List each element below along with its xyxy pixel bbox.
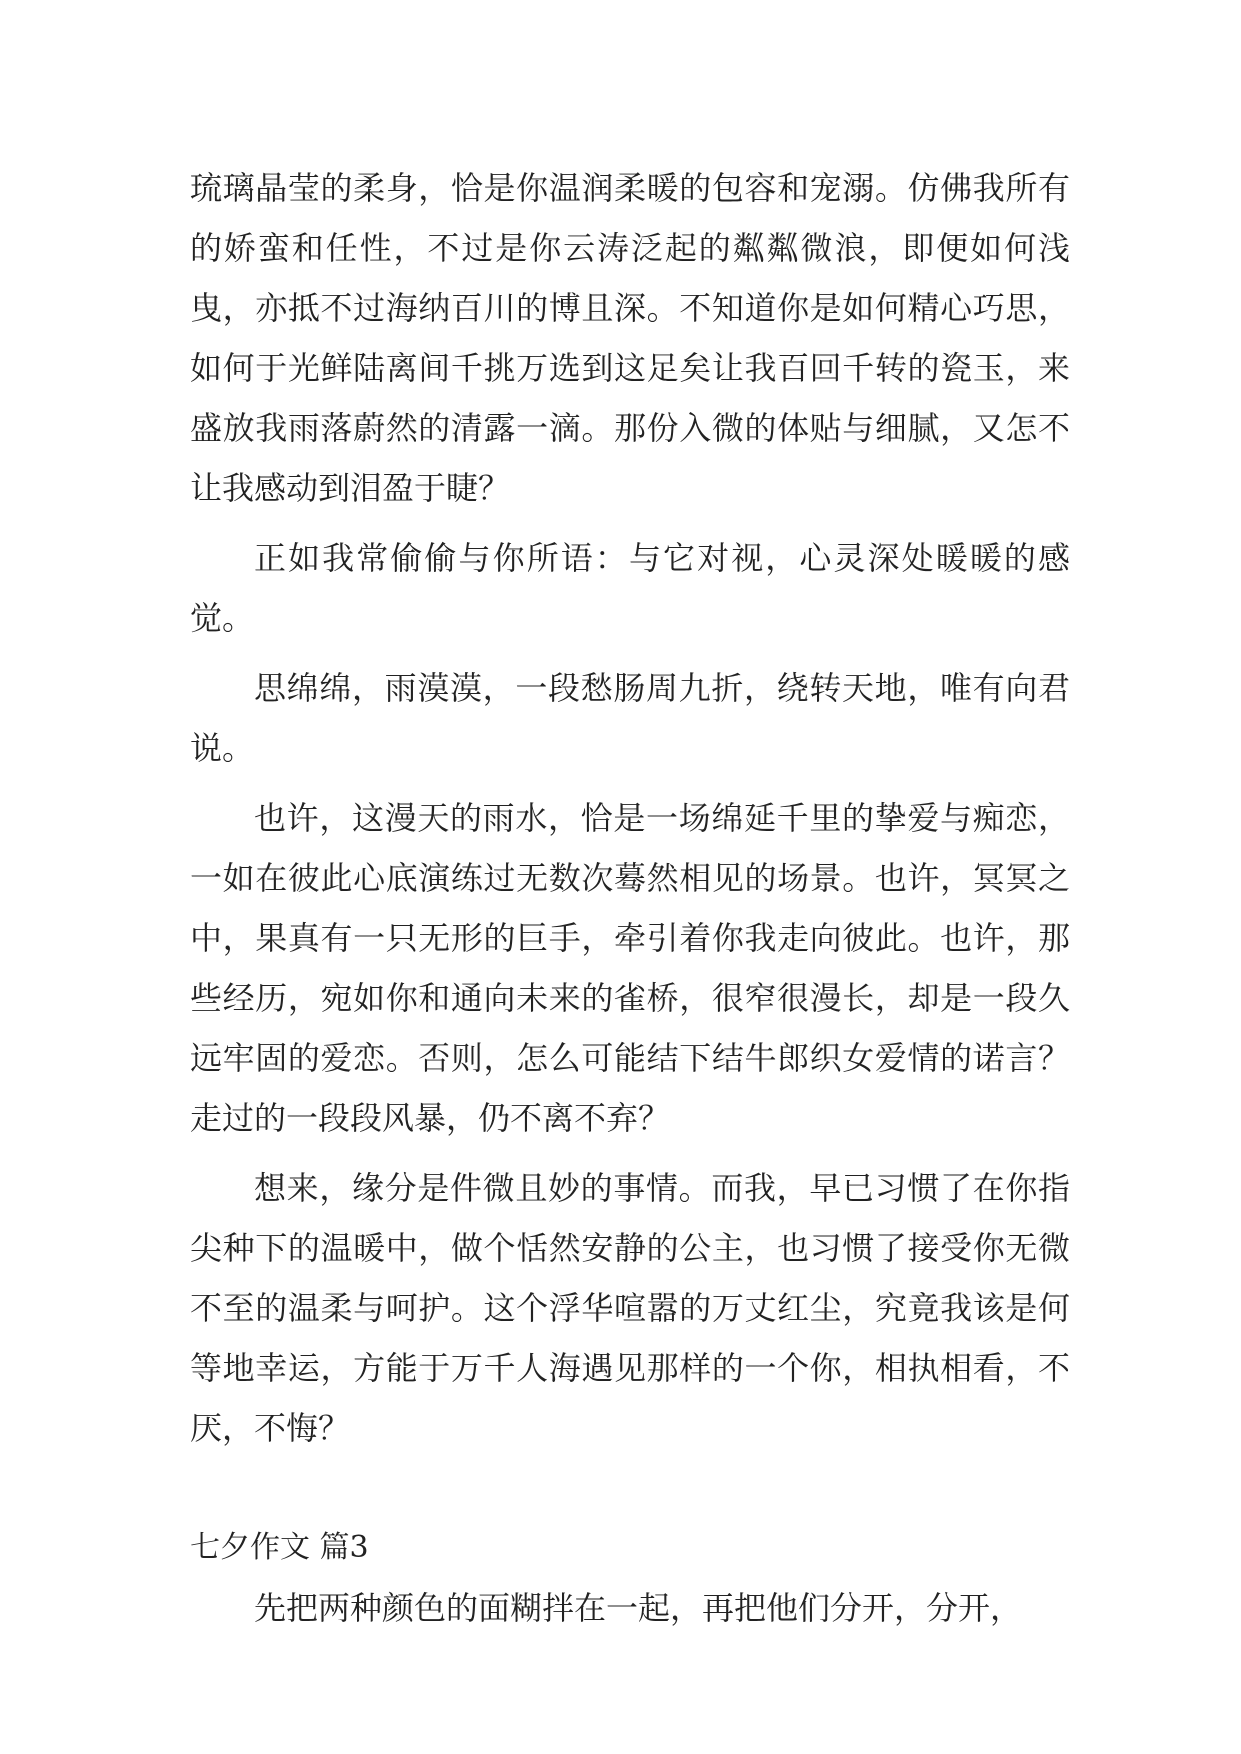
document-body — [190, 158, 1070, 1638]
paragraph-6: 先把两种颜色的面糊拌在一起，再把他们分开，分开， — [254, 1589, 1023, 1627]
paragraph-5: 想来，缘分是件微且妙的事情。而我，早已习惯了在你指尖种下的温暖中，做个恬然安静的公主，也习惯了接受你无微不至的温柔与呵护。这个浮华喧嚣的万丈红尘，究竟我该是何等地幸运，方能于万千人海遇见那样的一个你，相执相看，不厌，不悔？ — [190, 1169, 1070, 1447]
section-heading: 七夕作文 篇3 — [190, 1530, 369, 1565]
paragraph-1: 琉璃晶莹的柔身，恰是你温润柔暖的包容和宠溺。仿佛我所有的娇蛮和任性，不过是你云涛泛起的粼粼微浪，即便如何浅曳，亦抵不过海纳百川的博且深。不知道你是如何精心巧思，如何于光鲜陆离间千挑万选到这足矣让我百回千转的瓷玉，来盛放我雨落蔚然的清露一滴。那份入微的体贴与细腻，又怎不让我感动到泪盈于睫？ — [190, 169, 1070, 507]
paragraph-4: 也许，这漫天的雨水，恰是一场绵延千里的挚爱与痴恋，一如在彼此心底演练过无数次蓦然相见的场景。也许，冥冥之中，果真有一只无形的巨手，牵引着你我走向彼此。也许，那些经历，宛如你和通向未来的雀桥，很窄很漫长，却是一段久远牢固的爱恋。否则，怎么可能结下结牛郎织女爱情的诺言？走过的一段段风暴，仍不离不弃？ — [190, 799, 1070, 1137]
paragraph-2: 正如我常偷偷与你所语：与它对视，心灵深处暖暖的感觉。 — [190, 539, 1070, 637]
paragraph-3: 思绵绵，雨漠漠，一段愁肠周九折，绕转天地，唯有向君说。 — [190, 669, 1070, 767]
